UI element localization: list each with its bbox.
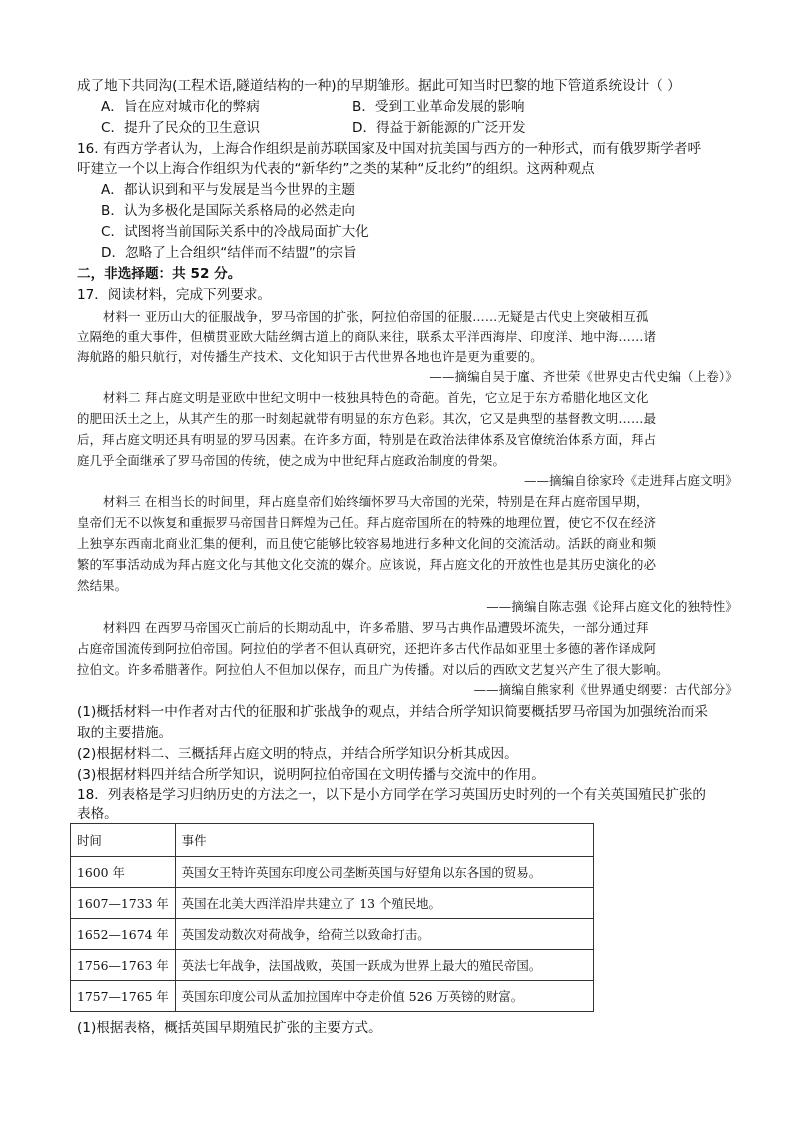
- table-cell-event: 英国发动数次对荷战争，给荷兰以致命打击。: [175, 919, 593, 950]
- table-cell-time: 1757—1765 年: [71, 981, 176, 1012]
- table-cell-time: 1607—1733 年: [71, 888, 176, 919]
- q17-material2-line: 材料二 拜占庭文明是亚欧中世纪文明中一枝独具特色的奇葩。首先，它立足于东方希腊化地区文化: [103, 390, 649, 405]
- q17-material4-line: 拉伯文。许多希腊著作。阿拉伯人不但加以保存，而且广为传播。对以后的西欧文艺复兴产生了很大影响。: [77, 662, 669, 677]
- q16-stem-line1: 16. 有西方学者认为，上海合作组织是前苏联国家及中国对抗美国与西方的一种形式，而有俄罗斯学者呼: [77, 141, 702, 157]
- table-cell-event: 英国女王特许英国东印度公司垄断英国与好望角以东各国的贸易。: [175, 857, 593, 888]
- q17-material2-line: 的肥田沃土之上，从其产生的那一时刻起就带有明显的东方色彩。其次，它又是典型的基督教文明……最: [77, 411, 657, 426]
- table-cell-event: 英国在北美大西洋沿岸共建立了 13 个殖民地。: [175, 888, 593, 919]
- q17-material3-line: 皇帝们无不以恢复和重振罗马帝国昔日辉煌为己任。拜占庭帝国所在的特殊的地理位置，使它不仅在经济: [77, 515, 657, 530]
- q15-option-a: A．旨在应对城市化的弊病: [101, 99, 260, 115]
- table-header-time: 时间: [71, 824, 176, 857]
- q15-option-c: C．提升了民众的卫生意识: [101, 120, 261, 136]
- q17-material4-line: 材料四 在西罗马帝国灭亡前后的长期动乱中，许多希腊、罗马古典作品遭毁坏流失，一部分通过拜: [103, 620, 649, 635]
- q17-question-2: (2)根据材料二、三概括拜占庭文明的特点，并结合所学知识分析其成因。: [77, 746, 518, 762]
- table-row: [71, 857, 594, 888]
- table-cell-event: 英国东印度公司从孟加拉国库中夺走价值 526 万英镑的财富。: [175, 981, 593, 1012]
- q17-material1-line: 材料一 亚历山大的征服战争，罗马帝国的扩张，阿拉伯帝国的征服……无疑是古代史上突破相互孤: [103, 309, 649, 324]
- q17-material1-line: 立隔绝的重大事件，但横贯亚欧大陆丝绸古道上的商队来往，联系太平洋西海岸、印度洋、地中海……诸: [77, 329, 657, 344]
- q16-option-c: C．试图将当前国际关系中的冷战局面扩大化: [101, 224, 369, 240]
- q16-option-d: D．忽略了上合组织“结伴而不结盟”的宗旨: [101, 245, 357, 261]
- table-cell-time: 1756—1763 年: [71, 950, 176, 981]
- q17-material4-source: ——摘编自熊家利《世界通史纲要：古代部分》: [473, 682, 738, 697]
- q15-option-d: D．得益于新能源的广泛开发: [352, 120, 526, 136]
- q17-material3-line: 上独享东西南北商业汇集的便利，而且使它能够比较容易地进行多种文化间的交流活动。活跃的商业和频: [77, 536, 657, 551]
- q17-material2-line: 后，拜占庭文明还具有明显的罗马因素。在许多方面，特别是在政治法律体系及官僚统治体系方面，拜占: [77, 432, 657, 447]
- q17-question-1: (1)概括材料一中作者对古代的征服和扩张战争的观点，并结合所学知识简要概括罗马帝国为加强统治而采: [77, 704, 708, 720]
- q17-material4-line: 占庭帝国流传到阿拉伯帝国。阿拉伯的学者不但认真研究，还把许多古代作品如亚里士多德的著作译成阿: [77, 641, 657, 656]
- q18-stem-line2: 表格。: [77, 806, 118, 822]
- table-header-row: [71, 824, 594, 857]
- q17-material1-line: 海航路的船只航行，对传播生产技术、文化知识于古代世界各地也许是更为重要的。: [77, 349, 543, 364]
- q17-material3-line: 材料三 在相当长的时间里，拜占庭皇帝们始终缅怀罗马大帝国的光荣，特别是在拜占庭帝国早期，: [103, 494, 649, 509]
- table-row: [71, 950, 594, 981]
- q17-intro: 17．阅读材料，完成下列要求。: [77, 287, 272, 303]
- q17-material3-line: 繁的军事活动成为拜占庭文化与其他文化交流的媒介。应该说，拜占庭文化的开放性也是其历史演化的必: [77, 557, 657, 572]
- table-row: [71, 888, 594, 919]
- table-row: [71, 919, 594, 950]
- q17-material2-line: 庭几乎全面继承了罗马帝国的传统，使之成为中世纪拜占庭政治制度的骨架。: [77, 453, 506, 468]
- q16-stem-line2: 吁建立一个以上海合作组织为代表的“新华约”之类的某种“反北约”的组织。这两种观点: [77, 161, 595, 177]
- q16-option-b: B．认为多极化是国际关系格局的必然走向: [101, 203, 356, 219]
- q16-option-a: A．都认识到和平与发展是当今世界的主题: [101, 182, 355, 198]
- q15-option-b: B．受到工业革命发展的影响: [352, 99, 525, 115]
- q17-question-1-cont: 取的主要措施。: [77, 725, 173, 741]
- table-cell-event: 英法七年战争，法国战败，英国一跃成为世界上最大的殖民帝国。: [175, 950, 593, 981]
- table-header-event: 事件: [175, 824, 593, 857]
- q17-material3-line: 然结果。: [77, 578, 128, 593]
- table-row: [71, 981, 594, 1012]
- q17-material2-source: ——摘编自徐家玲《走进拜占庭文明》: [523, 473, 738, 488]
- q18-stem-line1: 18．列表格是学习归纳历史的方法之一，以下是小方同学在学习英国历史时列的一个有关英国殖民扩张的: [77, 787, 707, 803]
- table-cell-time: 1600 年: [71, 857, 176, 888]
- q17-material1-source: ——摘编自吴于廑、齐世荣《世界史古代史编（上卷）》: [429, 369, 738, 384]
- table-cell-time: 1652—1674 年: [71, 919, 176, 950]
- q15-stem: 成了地下共同沟(工程术语,隧道结构的一种)的早期雏形。据此可知当时巴黎的地下管道系统设计（ ）: [77, 78, 681, 94]
- q17-question-3: (3)根据材料四并结合所学知识，说明阿拉伯帝国在文明传播与交流中的作用。: [77, 767, 545, 783]
- colonial-expansion-table: [70, 823, 594, 1012]
- section-heading: 二，非选择题：共 52 分。: [77, 266, 242, 282]
- q18-question-1: (1)根据表格，概括英国早期殖民扩张的主要方式。: [77, 1020, 382, 1036]
- q17-material3-source: ——摘编自陈志强《论拜占庭文化的独特性》: [486, 599, 738, 614]
